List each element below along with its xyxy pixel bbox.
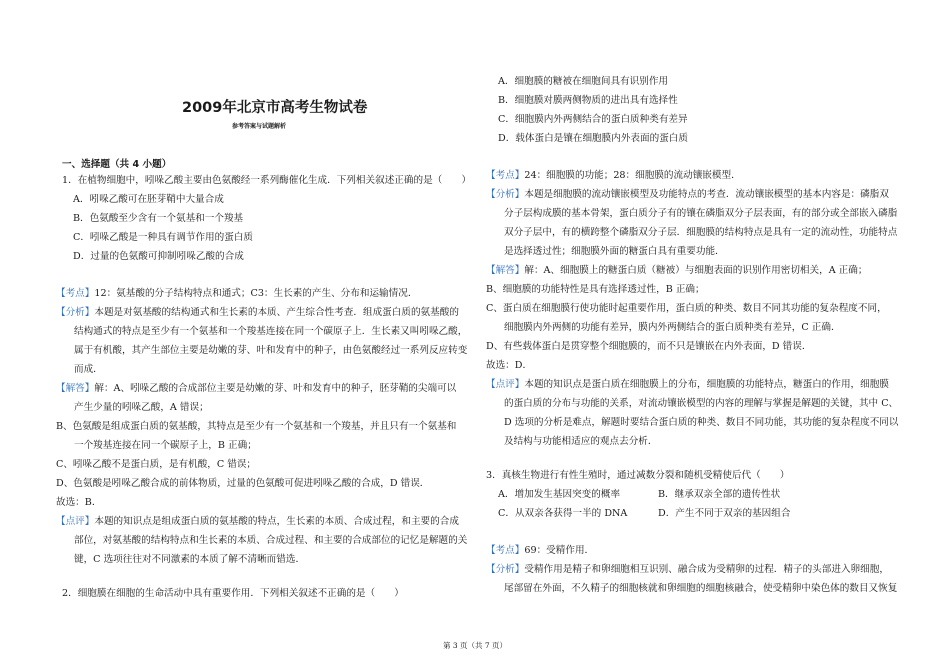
question-1: 1．在植物细胞中，吲哚乙酸主要由色氨酸经一系列酶催化生成．下列相关叙述正确的是（ ）: [62, 175, 472, 186]
q2-jieda-1: 【解答】解：A、细胞膜上的糖蛋白质（糖被）与细胞表面的识别作用密切相关，A 正确；: [486, 265, 868, 276]
page-subtitle: 参考答案与试题解析: [232, 123, 287, 130]
q2-dianping-3: D 选项的分析是难点，解题时要结合蛋白质的种类、数目不同功能，其功能的复杂程度不同以: [504, 417, 899, 428]
q3-option-b: B．继承双亲全部的遗传性状: [658, 489, 781, 500]
q1-answer: 故选：B．: [56, 497, 102, 508]
q3-fenxi-2: 尾部留在外面，不久精子的细胞核就和卵细胞的细胞核融合，使受精卵中染色体的数目又恢复: [504, 583, 898, 594]
fenxi-tag: 【分析】: [486, 189, 525, 200]
q2-fenxi-4: 是选择透过性；细胞膜外面的糖蛋白具有重要功能．: [504, 246, 725, 257]
q3-option-a: A．增加发生基因突变的概率: [498, 489, 621, 500]
jieda-tag: 【解答】: [486, 265, 525, 276]
q2-dianping-1: 【点评】本题的知识点是蛋白质在细胞膜上的分布，细胞膜的功能特点，糖蛋白的作用，细胞膜: [486, 379, 889, 390]
q1-jieda-5: C、吲哚乙酸不是蛋白质，是有机酸，C 错误；: [56, 459, 257, 470]
q1-option-c: C．吲哚乙酸是一种具有调节作用的蛋白质: [73, 232, 254, 243]
q1-fenxi-2: 结构通式的特点是至少有一个氨基和一个羧基连接在同一个碳原子上．生长素又叫吲哚乙酸，: [74, 326, 468, 337]
q2-answer: 故选：D．: [486, 360, 533, 371]
q2-option-c: C．细胞膜内外两侧结合的蛋白质种类有差异: [498, 114, 688, 125]
q2-fenxi-1: 【分析】本题是细胞膜的流动镶嵌模型及功能特点的考查．流动镶嵌模型的基本内容是：磷脂双: [486, 189, 889, 200]
q3-option-c: C．从双亲各获得一半的 DNA: [498, 508, 628, 519]
q1-fenxi-1: 【分析】本题是对氨基酸的结构通式和生长素的本质、产生综合性考查．组成蛋白质的氨基酸的: [56, 307, 459, 318]
kaodian-tag: 【考点】: [486, 170, 525, 181]
q2-option-d: D．载体蛋白是镶在细胞膜内外表面的蛋白质: [498, 133, 688, 144]
q2-jieda-2: B、细胞膜的功能特性是具有选择透过性，B 正确；: [486, 284, 705, 295]
fenxi-tag: 【分析】: [56, 307, 95, 318]
q1-jieda-1: 【解答】解：A、吲哚乙酸的合成部位主要是幼嫩的芽、叶和发育中的种子，胚芽鞘的尖端可以: [56, 383, 457, 394]
q2-jieda-4: 细胞膜内外两侧的功能有差异，膜内外两侧结合的蛋白质种类有差异，C 正确．: [504, 322, 841, 333]
q1-kaodian: 【考点】12：氨基酸的分子结构特点和通式；C3：生长素的产生、分布和运输情况．: [56, 288, 418, 299]
question-3: 3．真核生物进行有性生殖时，通过减数分裂和随机受精使后代（ ）: [486, 470, 790, 481]
q2-option-a: A．细胞膜的糖被在细胞间具有识别作用: [498, 76, 669, 87]
page-footer: 第 3 页（共 7 页）: [442, 641, 508, 650]
q2-jieda-3: C、蛋白质在细胞膜行使功能时起重要作用，蛋白质的种类、数目不同其功能的复杂程度不同，: [486, 303, 887, 314]
dianping-tag: 【点评】: [486, 379, 525, 390]
q1-jieda-3: B、色氨酸是组成蛋白质的氨基酸，其特点是至少有一个氨基和一个羧基，并且只有一个氨基和: [56, 421, 457, 432]
q1-dianping-3: 键，C 选项往往对不同激素的本质了解不清晰而错选．: [74, 554, 306, 565]
q2-dianping-2: 的蛋白质的分布与功能的关系，对流动镶嵌模型的内容的理解与掌握是解题的关键，其中 C、: [504, 398, 899, 409]
section-title: 一、选择题（共 4 小题）: [62, 159, 172, 170]
q2-fenxi-3: 双分子层中，有的横跨整个磷脂双分子层．细胞膜的结构特点是具有一定的流动性，功能特点: [504, 227, 898, 238]
q1-option-a: A．吲哚乙酸可在胚芽鞘中大量合成: [73, 194, 224, 205]
q1-jieda-4: 一个羧基连接在同一个碳原子上，B 正确；: [74, 440, 257, 451]
q1-option-d: D．过量的色氨酸可抑制吲哚乙酸的合成: [73, 251, 244, 262]
page-title: 2009年北京市高考生物试卷: [182, 100, 368, 116]
fenxi-tag: 【分析】: [486, 564, 525, 575]
q1-jieda-6: D、色氨酸是吲哚乙酸合成的前体物质，过量的色氨酸可促进吲哚乙酸的合成，D 错误．: [56, 478, 430, 489]
q2-fenxi-2: 分子层构成膜的基本骨架，蛋白质分子有的镶在磷脂双分子层表面，有的部分或全部嵌入磷脂: [504, 208, 898, 219]
q1-fenxi-4: 而成．: [74, 364, 103, 375]
q3-option-d: D．产生不同于双亲的基因组合: [658, 508, 791, 519]
q1-jieda-2: 产生少量的吲哚乙酸，A 错误；: [74, 402, 209, 413]
q2-dianping-4: 及结构与功能相适应的观点去分析．: [504, 436, 658, 447]
question-2: 2．细胞膜在细胞的生命活动中具有重要作用．下列相关叙述不正确的是（ ）: [62, 588, 404, 599]
q3-kaodian: 【考点】69：受精作用．: [486, 545, 595, 556]
dianping-tag: 【点评】: [56, 516, 95, 527]
q2-kaodian: 【考点】24：细胞膜的功能；28：细胞膜的流动镶嵌模型．: [486, 170, 741, 181]
q2-jieda-5: D、有些载体蛋白是贯穿整个细胞膜的，而不只是镶嵌在内外表面，D 错误．: [486, 341, 812, 352]
q1-dianping-2: 部位，对氨基酸的结构特点和生长素的本质、合成过程、和主要的合成部位的记忆是解题的关: [74, 535, 468, 546]
q3-fenxi-1: 【分析】受精作用是精子和卵细胞相互识别、融合成为受精卵的过程．精子的头部进入卵细胞，: [486, 564, 889, 575]
kaodian-tag: 【考点】: [56, 288, 95, 299]
q1-dianping-1: 【点评】本题的知识点是组成蛋白质的氨基酸的特点，生长素的本质、合成过程，和主要的合成: [56, 516, 459, 527]
q1-fenxi-3: 属于有机酸，其产生部位主要是幼嫩的芽、叶和发育中的种子，由色氨酸经过一系列反应转变: [74, 345, 468, 356]
q2-option-b: B．细胞膜对膜两侧物质的进出具有选择性: [498, 95, 678, 106]
kaodian-tag: 【考点】: [486, 545, 525, 556]
jieda-tag: 【解答】: [56, 383, 95, 394]
q1-option-b: B．色氨酸至少含有一个氨基和一个羧基: [73, 213, 244, 224]
